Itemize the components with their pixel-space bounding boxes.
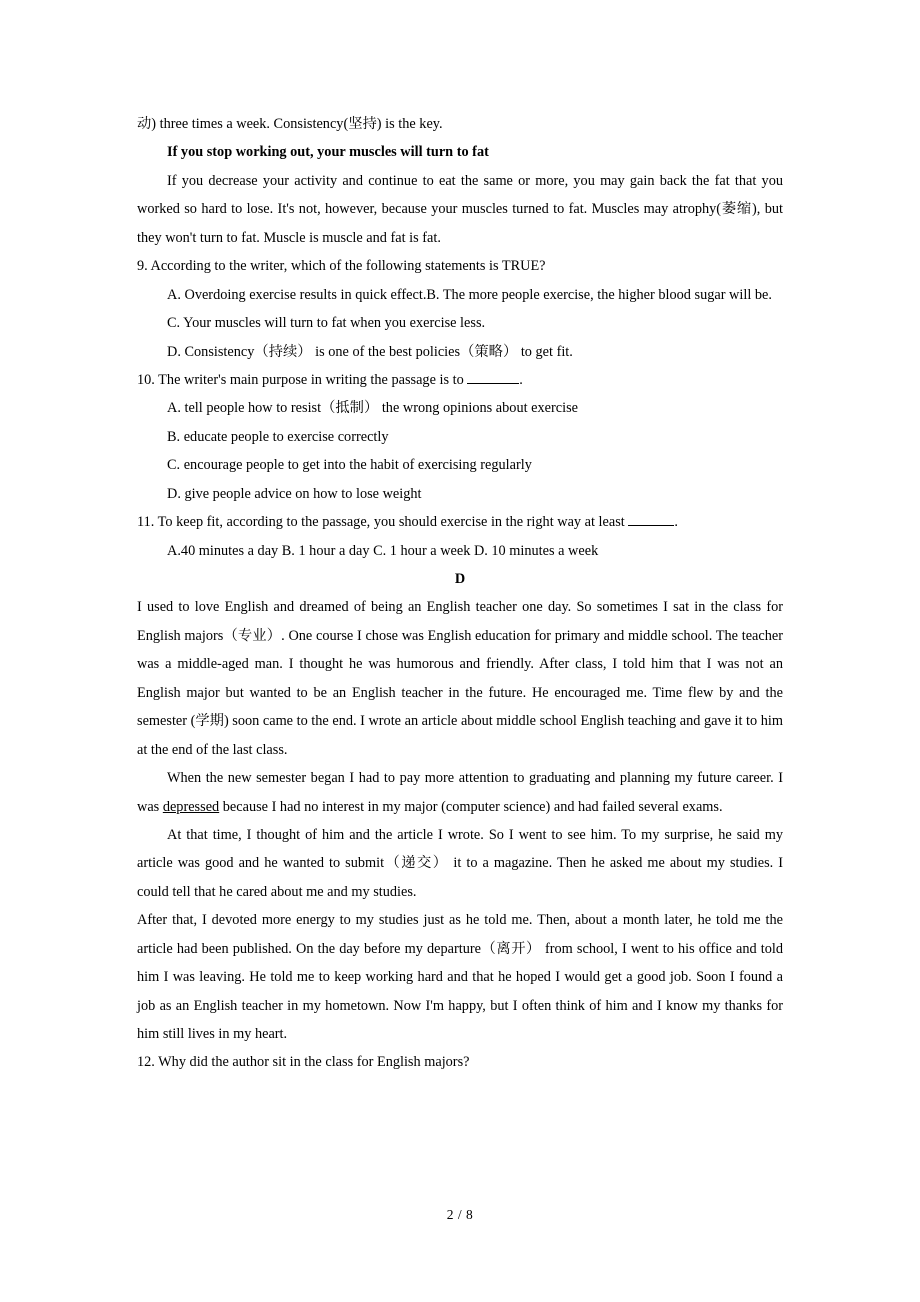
question-12-stem: 12. Why did the author sit in the class for English majors? (137, 1054, 470, 1071)
subheading-muscles-turn-to-fat: If you stop working out, your muscles will turn to fat (167, 144, 489, 161)
answer-blank[interactable] (628, 525, 674, 526)
question-10-option-a: A. tell people how to resist（抵制） the wrong opinions about exercise (167, 400, 578, 417)
question-9-option-d: D. Consistency（持续） is one of the best policies（策略） to get fit. (167, 343, 573, 360)
paragraph-d-3: At that time, I thought of him and the article I wrote. So I went to see him. To my surprise, he said my article was good and he wanted to submit（递交） it to a magazine. Then he asked me about my studies. I could tell that he cared about me and my studies. (137, 826, 783, 900)
paragraph-d-1: I used to love English and dreamed of being an English teacher one day. So sometimes I sat in the class for English majors（专业）. One course I chose was English education for primary and middle school. The teacher was a middle-aged man. I thought he was humorous and friendly. After class, I told him that I was not an English major but wanted to be an English teacher in the future. He encouraged me. Time flew by and the semester (学期) soon came to the end. I wrote an article about middle school English teaching and gave it to him at the end of the last class. (137, 599, 783, 758)
paragraph-d-2 (137, 764, 783, 821)
question-11-stem-suffix: . (674, 514, 678, 531)
question-9-option-c: C. Your muscles will turn to fat when you exercise less. (167, 315, 486, 332)
underlined-word-depressed: depressed (162, 798, 220, 815)
question-10-option-c: C. encourage people to get into the habit of exercising regularly (167, 457, 532, 474)
question-9-options-ab: A. Overdoing exercise results in quick effect.B. The more people exercise, the higher blood sugar will be. (167, 286, 772, 303)
question-10-stem (137, 366, 783, 394)
page-footer: 2 / 8 (446, 1207, 474, 1222)
paragraph-d-4: After that, I devoted more energy to my studies just as he told me. Then, about a month later, he told me the article had been published. On the day before my departure（离开） from school, I went to his office and told him I was leaving. He told me to keep working hard and that he hoped I would get a good job. Soon I found a job as an English teacher in my hometown. Now I'm happy, but I often think of him and I know my thanks for him still lives in my heart. (137, 912, 783, 1042)
question-11-stem (137, 508, 783, 536)
question-11-stem-text: 11. To keep fit, according to the passage, you should exercise in the right way at least (137, 514, 629, 531)
question-9-stem: 9. According to the writer, which of the following statements is TRUE? (137, 258, 546, 275)
question-11-options: A.40 minutes a day B. 1 hour a day C. 1 hour a week D. 10 minutes a week (167, 542, 599, 559)
question-10-stem-suffix: . (519, 371, 523, 388)
paragraph-d-2-after: because I had no interest in my major (computer science) and had failed several exams. (219, 798, 723, 815)
paragraph-d-2-before: When the new semester began I had to pay more attention to graduating and planning my future career. I was (137, 770, 783, 815)
paragraph-intro-continued: 动) three times a week. Consistency(坚持) is the key. (137, 116, 443, 132)
question-10-stem-text: 10. The writer's main purpose in writing the passage is to (137, 371, 468, 388)
section-label-d: D (454, 571, 466, 587)
question-10-option-d: D. give people advice on how to lose weight (167, 485, 422, 502)
document-body (137, 110, 783, 1077)
answer-blank[interactable] (467, 383, 519, 384)
paragraph-muscles-body: If you decrease your activity and continue to eat the same or more, you may gain back the fat that you worked so hard to lose. It's not, however, because your muscles turned to fat. Muscles may atrophy(萎缩), but they won't turn to fat. Muscle is muscle and fat is fat. (137, 172, 783, 246)
question-10-option-b: B. educate people to exercise correctly (167, 428, 389, 445)
